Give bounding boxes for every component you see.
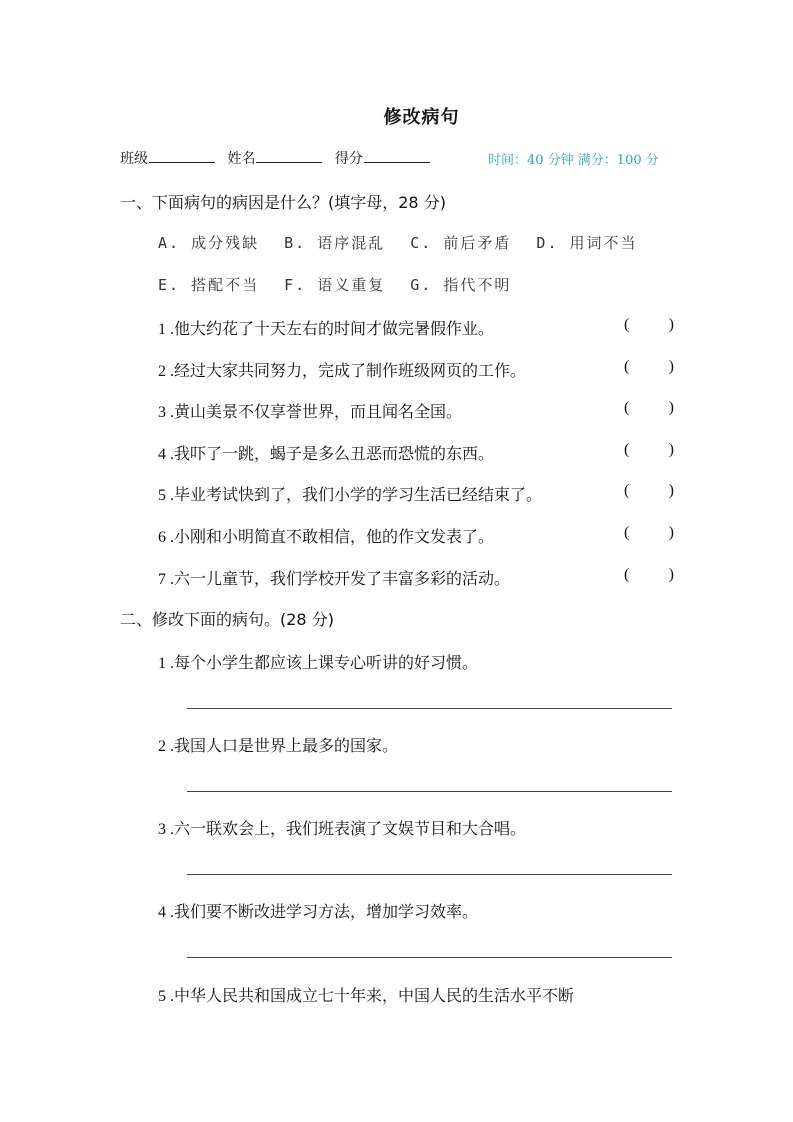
option-a	[158, 234, 259, 252]
question-number: 1 .	[158, 321, 174, 338]
section1-heading: 一、下面病句的病因是什么？(填字母，28 分)	[120, 193, 446, 212]
paren-close: )	[668, 358, 674, 375]
option-label: 用词不当	[569, 234, 638, 252]
question-number: 3 .	[158, 404, 174, 421]
option-label: 成分残缺	[191, 234, 260, 252]
option-label: 指代不明	[443, 276, 512, 294]
question-number: 7 .	[158, 571, 174, 588]
paren-open: (	[624, 358, 630, 375]
question-text: 我吓了一跳，蝎子是多么丑恶而恐慌的东西。	[174, 444, 495, 463]
question-text: 黄山美景不仅享誉世界，而且闻名全国。	[174, 402, 463, 421]
question-row	[158, 358, 674, 381]
paren-close: )	[668, 566, 674, 583]
class-field	[120, 148, 215, 168]
question-number: 4 .	[158, 446, 174, 463]
question-number: 5 .	[158, 487, 174, 504]
question-row	[158, 316, 674, 339]
answer-line[interactable]	[187, 874, 672, 875]
options-row-1	[158, 232, 652, 253]
options-row-2	[158, 274, 525, 295]
question-text: 毕业考试快到了，我们小学的学习生活已经结束了。	[174, 485, 543, 504]
answer-parentheses[interactable]	[624, 441, 674, 459]
option-e	[158, 276, 259, 294]
option-key: G.	[410, 276, 433, 294]
question-text: 六一联欢会上，我们班表演了文娱节目和大合唱。	[174, 819, 527, 838]
answer-parentheses[interactable]	[624, 524, 674, 542]
paren-open: (	[624, 482, 630, 499]
question-number: 2 .	[158, 363, 174, 380]
option-g	[410, 276, 511, 294]
time-score-meta: 时间：40 分钟 满分：100 分	[488, 153, 659, 168]
answer-parentheses[interactable]	[624, 316, 674, 334]
question-row	[158, 399, 674, 422]
question-row	[158, 482, 674, 505]
question-row	[158, 441, 674, 464]
paren-close: )	[668, 399, 674, 416]
answer-line[interactable]	[187, 791, 672, 792]
option-label: 前后矛盾	[443, 234, 512, 252]
question-text: 他大约花了十天左右的时间才做完暑假作业。	[174, 319, 495, 338]
answer-line[interactable]	[187, 957, 672, 958]
question-text: 小刚和小明简直不敢相信，他的作文发表了。	[174, 527, 495, 546]
question-text: 每个小学生都应该上课专心听讲的好习惯。	[174, 653, 479, 672]
paren-open: (	[624, 524, 630, 541]
paren-close: )	[668, 524, 674, 541]
option-key: C.	[410, 234, 433, 252]
option-key: B.	[284, 234, 307, 252]
question-number: 1 .	[158, 655, 174, 672]
option-key: E.	[158, 276, 181, 294]
rewrite-question	[158, 733, 674, 756]
rewrite-question	[158, 650, 674, 673]
option-b	[284, 234, 385, 252]
section2-heading: 二、修改下面的病句。(28 分)	[120, 610, 334, 629]
question-text: 我国人口是世界上最多的国家。	[174, 736, 399, 755]
score-label: 得分	[334, 151, 363, 167]
paren-close: )	[668, 482, 674, 499]
paren-close: )	[668, 316, 674, 333]
option-d	[536, 234, 637, 252]
option-f	[284, 276, 385, 294]
question-row	[158, 566, 674, 589]
student-info-row	[120, 148, 680, 168]
class-label: 班级	[120, 151, 148, 167]
answer-parentheses[interactable]	[624, 566, 674, 584]
answer-parentheses[interactable]	[624, 399, 674, 417]
paren-open: (	[624, 316, 630, 333]
question-number: 2 .	[158, 738, 174, 755]
question-text: 我们要不断改进学习方法，增加学习效率。	[174, 902, 479, 921]
answer-line[interactable]	[187, 708, 672, 709]
question-row	[158, 524, 674, 547]
rewrite-question	[158, 816, 674, 839]
question-number: 6 .	[158, 529, 174, 546]
question-text: 经过大家共同努力，完成了制作班级网页的工作。	[174, 361, 527, 380]
question-number: 3 .	[158, 821, 174, 838]
class-blank[interactable]	[149, 148, 215, 163]
question-text: 六一儿童节，我们学校开发了丰富多彩的活动。	[174, 569, 511, 588]
question-text: 中华人民共和国成立七十年来，中国人民的生活水平不断	[174, 986, 575, 1005]
score-blank[interactable]	[364, 148, 430, 163]
paren-open: (	[624, 399, 630, 416]
paren-open: (	[624, 441, 630, 458]
rewrite-question	[158, 983, 674, 1006]
name-field	[227, 148, 322, 168]
rewrite-question	[158, 899, 674, 922]
option-key: D.	[536, 234, 559, 252]
answer-parentheses[interactable]	[624, 358, 674, 376]
score-field	[335, 148, 430, 168]
option-label: 搭配不当	[191, 276, 260, 294]
name-blank[interactable]	[256, 148, 322, 163]
answer-parentheses[interactable]	[624, 482, 674, 500]
option-key: F.	[284, 276, 307, 294]
paren-close: )	[668, 441, 674, 458]
paren-open: (	[624, 566, 630, 583]
name-label: 姓名	[227, 151, 256, 167]
option-label: 语义重复	[317, 276, 386, 294]
option-c	[410, 234, 511, 252]
option-key: A.	[158, 234, 181, 252]
page-title: 修改病句	[383, 107, 460, 128]
question-number: 5 .	[158, 988, 174, 1005]
option-label: 语序混乱	[317, 234, 386, 252]
question-number: 4 .	[158, 904, 174, 921]
